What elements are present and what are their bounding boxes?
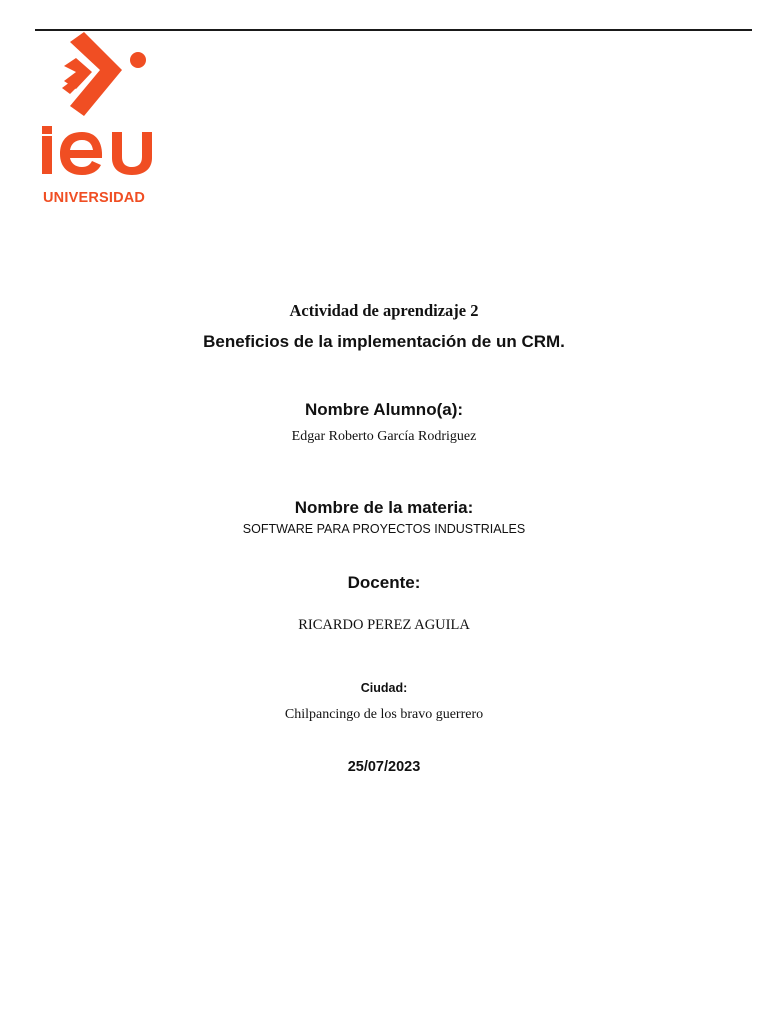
teacher-name: RICARDO PEREZ AGUILA — [298, 617, 470, 633]
subject-name: SOFTWARE PARA PROYECTOS INDUSTRIALES — [242, 522, 526, 536]
ieu-logo-mark — [38, 32, 168, 190]
city-label: Ciudad: — [360, 681, 408, 695]
student-name: Edgar Roberto García Rodriguez — [291, 429, 477, 444]
ieu-universidad-logo — [38, 32, 168, 210]
activity-title: Actividad de aprendizaje 2 — [289, 301, 479, 320]
teacher-label: Docente: — [347, 573, 421, 592]
student-label: Nombre Alumno(a): — [304, 400, 464, 419]
logo-wordmark: UNIVERSIDAD — [43, 190, 146, 206]
city-name: Chilpancingo de los bravo guerrero — [284, 707, 484, 722]
top-rule — [35, 29, 752, 31]
subject-label: Nombre de la materia: — [294, 498, 474, 517]
date: 25/07/2023 — [347, 759, 421, 775]
document-title: Beneficios de la implementación de un CRM. — [203, 332, 565, 351]
